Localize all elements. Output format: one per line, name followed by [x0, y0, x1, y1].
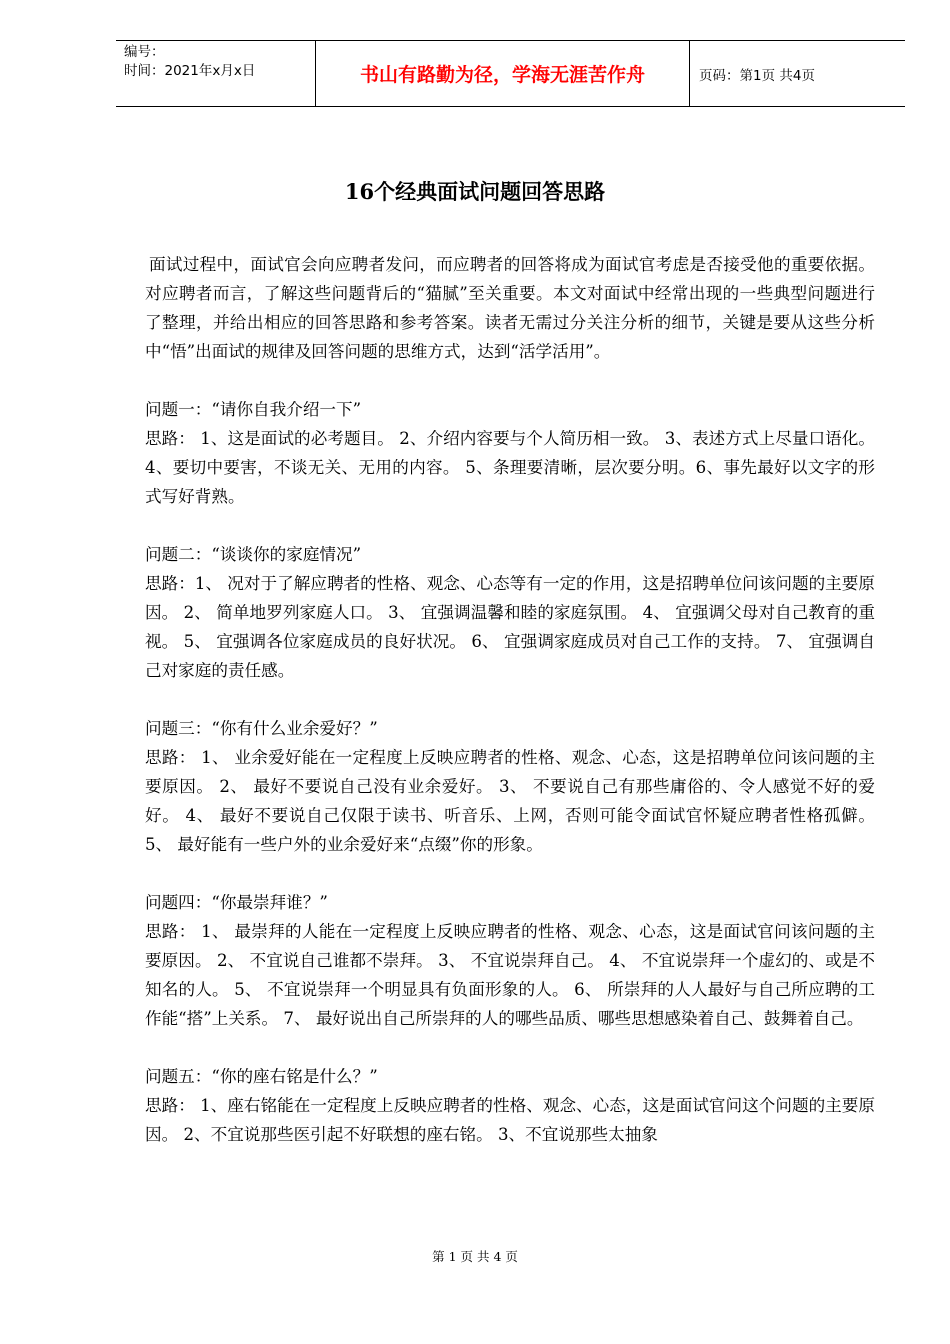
header-table — [116, 40, 905, 107]
page-footer: 第 1 页 共 4 页 — [432, 1249, 518, 1264]
question-answer: 思路： 1、这是面试的必考题目。 2、介绍内容要与个人简历相一致。 3、表述方式上尽量口语化。 4、要切中要害，不谈无关、无用的内容。 5、条理要清晰，层次要分明。6、事先最好以文字的形式写好背熟。 — [145, 429, 875, 506]
question-answer: 思路： 1、座右铭能在一定程度上反映应聘者的性格、观念、心态，这是面试官问这个问题的主要原因。 2、不宜说那些医引起不好联想的座右铭。 3、不宜说那些太抽象 — [145, 1096, 875, 1144]
header-motto: 书山有路勤为径，学海无涯苦作舟 — [316, 41, 690, 106]
question-heading: 问题三：“你有什么业余爱好？” — [145, 719, 378, 738]
document-body — [145, 250, 875, 1149]
question-heading: 问题四：“你最崇拜谁？” — [145, 893, 328, 912]
question-answer: 思路：1、 况对于了解应聘者的性格、观念、心态等有一定的作用，这是招聘单位问该问题的主要原因。 2、 简单地罗列家庭人口。 3、 宜强调温馨和睦的家庭氛围。 4、 宜强调父母对自己教育的重视。 5、 宜强调各位家庭成员的良好状况。 6、 宜强调家庭成员对自己工作的支持。 7、 宜强调自己对家庭的责任感。 — [145, 574, 875, 680]
question-heading: 问题一：“请你自我介绍一下” — [145, 400, 362, 419]
header-page-label: 页码：第1页 共4页 — [699, 67, 815, 84]
question-answer: 思路： 1、 业余爱好能在一定程度上反映应聘者的性格、观念、心态，这是招聘单位问该问题的主要原因。 2、 最好不要说自己没有业余爱好。 3、 不要说自己有那些庸俗的、令人感觉不好的爱好。 4、 最好不要说自己仅限于读书、听音乐、上网，否则可能令面试官怀疑应聘者性格孤僻。 5、 最好能有一些户外的业余爱好来“点缀”你的形象。 — [145, 748, 875, 854]
question-heading: 问题二：“谈谈你的家庭情况” — [145, 545, 362, 564]
question-heading: 问题五：“你的座右铭是什么？” — [145, 1067, 378, 1086]
intro-paragraph: 面试过程中，面试官会向应聘者发问，而应聘者的回答将成为面试官考虑是否接受他的重要依据。对应聘者而言，了解这些问题背后的“猫腻”至关重要。本文对面试中经常出现的一些典型问题进行了整理，并给出相应的回答思路和参考答案。读者无需过分关注分析的细节，关键是要从这些分析中“悟”出面试的规律及回答问题的思维方式，达到“活学活用”。 — [145, 255, 875, 361]
header-meta-cell — [116, 41, 316, 106]
document-title: 16个经典面试问题回答思路 — [344, 179, 606, 204]
number-label: 编号： — [124, 44, 165, 60]
time-label: 时间：2021年x月x日 — [124, 63, 256, 79]
question-answer: 思路： 1、 最崇拜的人能在一定程度上反映应聘者的性格、观念、心态，这是面试官问该问题的主要原因。 2、 不宜说自己谁都不崇拜。 3、 不宜说崇拜自己。 4、 不宜说崇拜一个虚幻的、或是不知名的人。 5、 不宜说崇拜一个明显具有负面形象的人。 6、 所崇拜的人人最好与自己所应聘的工作能“搭”上关系。 7、 最好说出自己所崇拜的人的哪些品质、哪些思想感染着自己、鼓舞着自己。 — [145, 922, 875, 1028]
